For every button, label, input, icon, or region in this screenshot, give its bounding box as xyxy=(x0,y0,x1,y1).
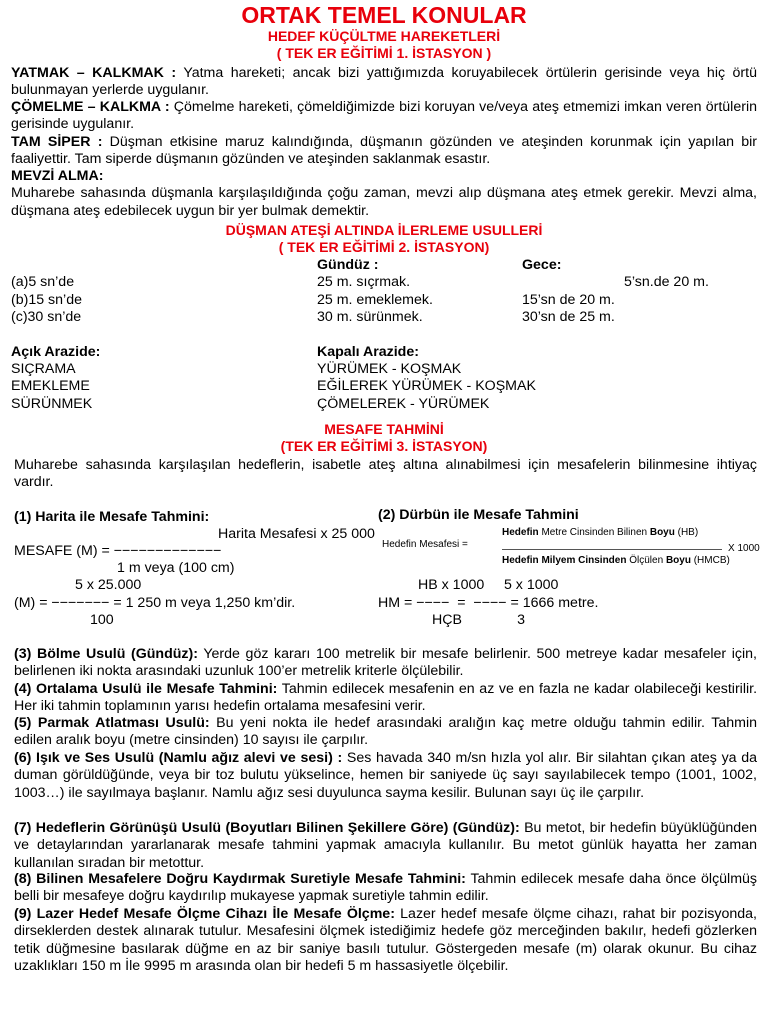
tamsiper-paragraph xyxy=(11,134,757,169)
harita-formula-line: 5 x 25.000 xyxy=(75,577,142,593)
acik-item: SIÇRAMA xyxy=(11,361,76,377)
acik-item: SÜRÜNMEK xyxy=(11,396,93,412)
harita-heading: (1) Harita ile Mesafe Tahmini: xyxy=(14,509,210,525)
section2-title: DÜŞMAN ATEŞİ ALTINDA İLERLEME USULLERİ xyxy=(225,222,543,238)
acik-arazi-label: Açık Arazide: xyxy=(11,344,101,360)
durbun-fraction-line xyxy=(502,549,722,550)
mevzi-term: MEVZİ ALMA: xyxy=(11,168,104,184)
kapali-item: EĞİLEREK YÜRÜMEK - KOŞMAK xyxy=(317,378,536,394)
tamsiper-text: Düşman etkisine maruz kalındığında, düşmanın gözünden ve ateşinden korunmak için yapılan bir faaliyettir. Tam siperde düşmanın gözünden ve ateşinden saklanmak esastır. xyxy=(11,134,757,168)
kapali-arazi-label: Kapalı Arazide: xyxy=(317,344,419,360)
kapali-item: YÜRÜMEK - KOŞMAK xyxy=(317,361,462,377)
harita-formula-line: Harita Mesafesi x 25 000 xyxy=(218,526,375,542)
method-paragraph: (7) Hedeflerin Görünüşü Usulü (Boyutları Bilinen Şekillere Göre) (Gündüz): Bu metot, bir hedefin büyüklüğünden ve detaylarından yararlanarak mesafe tahmini yapmak amacıyla kullanılır. Bu metot günlük hayatta her zaman kullanılan sıradan bir metottur. xyxy=(14,820,757,871)
method-paragraph: (8) Bilinen Mesafelere Doğru Kaydırmak Suretiyle Mesafe Tahmini: Tahmin edilecek mesafe daha önce ölçülmüş belli bir mesafeye doğru kaydırılıp mukayese yapmak suretiyle tahmin edilir. xyxy=(14,871,758,905)
method-paragraph: (4) Ortalama Usulü ile Mesafe Tahmini: Tahmin edilecek mesafenin en az ve en fazla ne kadar olabileceği kestirilir. Her iki tahmin toplamının yarısı hedefin ortalama mesafesini verir. xyxy=(14,681,758,715)
durbun-multiplier: X 1000 xyxy=(728,543,760,554)
yatmak-paragraph xyxy=(11,65,757,100)
row-c-day: 30 m. sürünmek. xyxy=(317,309,423,325)
harita-formula-line: MESAFE (M) = −−−−−−−−−−−−− xyxy=(14,543,222,559)
row-a-night: 5’sn.de 20 m. xyxy=(624,274,709,290)
comelme-text: Çömelme hareketi, çömeldiğimizde bizi koruyan ve/veya ateş etmemizi imkan veren örtülerin gerisinde uygulanır. xyxy=(11,99,757,133)
durbun-formula-line: HM = −−−− = −−−− = 1666 metre. xyxy=(378,595,599,611)
method-paragraph: (6) Işık ve Ses Usulü (Namlu ağız alevi ve sesi) : Ses havada 340 m/sn hızla yol alır. Bir silahtan çıkan ateş ya da duman görüldüğünde, veya bir toz bulutu yükselince, hemen bir saniyede üç sayı sayılabilecek tempo (1001, 1002, 1003…) ile sayılmaya başlanır. Namlu ağız sesi duyulunca sayma kesilir. Bulunan sayı üç ile çarpılır. xyxy=(14,750,757,801)
comelme-paragraph xyxy=(11,99,757,134)
yatmak-term: YATMAK – KALKMAK : xyxy=(11,65,177,81)
row-c-night: 30’sn de 25 m. xyxy=(522,309,615,325)
mevzi-paragraph xyxy=(11,168,757,220)
section1-title: HEDEF KÜÇÜLTME HAREKETLERİ xyxy=(267,28,501,44)
durbun-formula-image xyxy=(378,524,768,574)
method-paragraph: (5) Parmak Atlatması Usulü: Bu yeni nokta ile hedef arasındaki aralığın kaç metre olduğu tahmin edilir. Tahmin edilen aralık boyu (metre cinsinden) 10 sayısı ile çarpılır. xyxy=(14,715,757,749)
harita-formula-line: (M) = −−−−−−− = 1 250 m veya 1,250 km’dir. xyxy=(14,595,296,611)
row-b-night: 15’sn de 20 m. xyxy=(522,292,615,308)
gece-label: Gece: xyxy=(522,257,562,273)
section2-subtitle: ( TEK ER EĞİTİMİ 2. İSTASYON) xyxy=(278,239,490,255)
mesafe-intro: Muharebe sahasında karşılaşılan hedeflerin, isabetle ateş altına alınabilmesi için mesafelerin bilinmesine ihtiyaç vardır. xyxy=(14,457,757,491)
acik-item: EMEKLEME xyxy=(11,378,90,394)
yatmak-text: Yatma hareketi; ancak bizi yattığımızda koruyabilecek örtülerin gerisinde veya hiç örtü bulunmayan yerlerde uygulanır. xyxy=(11,65,757,99)
row-a-day: 25 m. sıçrmak. xyxy=(317,274,411,290)
method-paragraph: (3) Bölme Usulü (Gündüz): Yerde göz kararı 100 metrelik bir mesafe belirlenir. 500 metreye kadar mesafeler için, belirlenen iki nokta arasındaki uzunluk 100’er metrelik kriterle ölçülebilir. xyxy=(14,646,757,680)
row-b-day: 25 m. emeklemek. xyxy=(317,292,433,308)
row-a-time: (a)5 sn’de xyxy=(11,274,75,290)
method-paragraph: (9) Lazer Hedef Mesafe Ölçme Cihazı İle Mesafe Ölçme: Lazer hedef mesafe ölçme cihazı, rahat bir pozisyonda, dirseklerden destek alınarak tutulur. Mesafesini ölçmek istediğimiz hedefe göz merceğinden bakılır, hedefi gözlerken tetik düğmesine basılarak düğme en az bir saniye basılı tutulur. Göstergeden mesafe (m) olarak okunur. Bu cihaz uzaklıkları 150 m İle 9995 m arasında olan bir hedefi 5 m hassasiyetle ölçebilir. xyxy=(14,906,757,975)
durbun-heading: (2) Dürbün ile Mesafe Tahmini xyxy=(378,507,579,523)
row-b-time: (b)15 sn’de xyxy=(11,292,82,308)
durbun-denominator: Hedefin Milyem Cinsinden Ölçülen Boyu (HMCB) xyxy=(502,555,730,566)
durbun-formula-lhs: Hedefin Mesafesi = xyxy=(382,539,468,550)
row-c-time: (c)30 sn’de xyxy=(11,309,82,325)
tamsiper-term: TAM SİPER : xyxy=(11,134,103,150)
section1-subtitle: ( TEK ER EĞİTİMİ 1. İSTASYON ) xyxy=(276,45,492,61)
kapali-item: ÇÖMELEREK - YÜRÜMEK xyxy=(317,396,490,412)
harita-formula-line: 100 xyxy=(90,612,114,628)
comelme-term: ÇÖMELME – KALKMA : xyxy=(11,99,170,115)
durbun-formula-line: HÇB 3 xyxy=(432,612,526,628)
gunduz-label: Gündüz : xyxy=(317,257,379,273)
page-title: ORTAK TEMEL KONULAR xyxy=(241,2,527,28)
section3-subtitle: (TEK ER EĞİTİMİ 3. İSTASYON) xyxy=(280,438,488,454)
section3-title: MESAFE TAHMİNİ xyxy=(324,421,444,437)
durbun-formula-line: HB x 1000 5 x 1000 xyxy=(418,577,559,593)
durbun-numerator: Hedefin Metre Cinsinden Bilinen Boyu (HB) xyxy=(502,527,699,538)
harita-formula-line: 1 m veya (100 cm) xyxy=(117,560,235,576)
mevzi-text: Muharebe sahasında düşmanla karşılaşıldığında çoğu zaman, mevzi alıp düşmana ateş etmek gerekir. Mevzi alma, düşmana ateş edebilecek uygun bir yer bulmak demektir. xyxy=(11,185,757,219)
